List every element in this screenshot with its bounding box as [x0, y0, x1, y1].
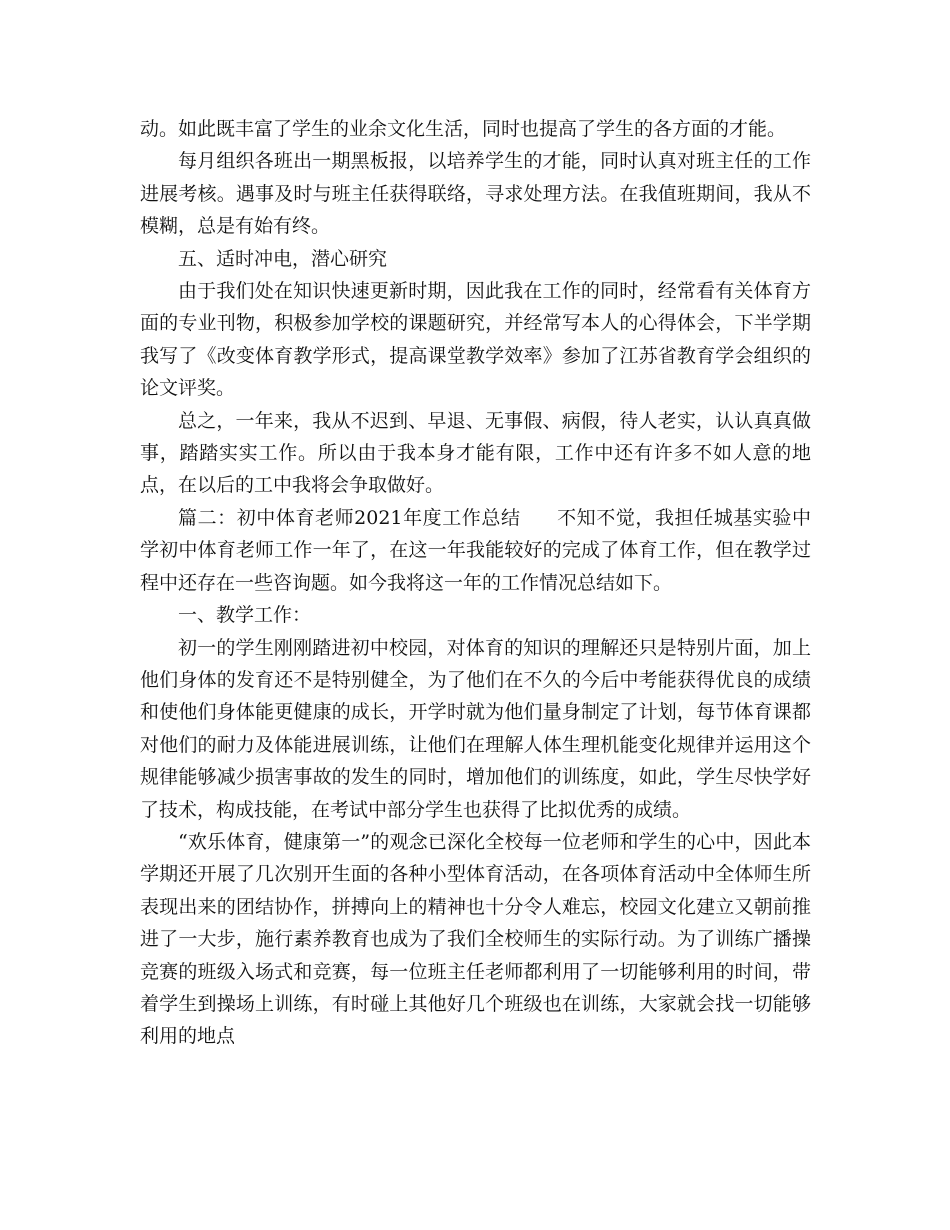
article-intro: 不知不觉，我担任城基实验中学初中体育老师工作一年了，在这一年我能较好的完成了体育工作，但在教学过程中还存在一些咨询题。如今我将这一年的工作情况总结如下。 [140, 506, 811, 594]
paragraph-8: 初一的学生刚刚踏进初中校园，对体育的知识的理解还只是特别片面，加上他们身体的发育还不是特别健全，为了他们在不久的今后中考能获得优良的成绩和使他们身体能更健康的成长，开学时就为他们量身制定了计划，每节体育课都对他们的耐力及体能进展训练，让他们在理解人体生理机能变化规律并运用这个规律能够减少损害事故的发生的同时，增加他们的训练度，如此，学生尽快学好了技术，构成技能，在考试中部分学生也获得了比拟优秀的成绩。 [140, 636, 811, 821]
article-title: 篇二：初中体育老师2021年度工作总结 [178, 506, 521, 529]
paragraph-9: “欢乐体育，健康第一”的观念已深化全校每一位老师和学生的心中，因此本学期还开展了几次别开生面的各种小型体育活动，在各项体育活动中全体师生所表现出来的团结协作，拼搏向上的精神也十分令人难忘，校园文化建立又朝前推进了一大步，施行素养教育也成为了我们全校师生的实际行动。为了训练广播操竞赛的班级入场式和竞赛，每一位班主任老师都利用了一切能够利用的时间，带着学生到操场上训练，有时碰上其他好几个班级也在训练，大家就会找一切能够利用的地点 [140, 830, 811, 1048]
paragraph-1: 动。如此既丰富了学生的业余文化生活，同时也提高了学生的各方面的才能。 [140, 118, 787, 140]
document-page [140, 113, 811, 1053]
paragraph-5: 总之，一年来，我从不迟到、早退、无事假、病假，待人老实，认认真真做事，踏踏实实工作。所以由于我本身才能有限，工作中还有许多不如人意的地点，在以后的工中我将会争取做好。 [140, 409, 811, 497]
section-heading-5: 五、适时冲电，潜心研究 [178, 247, 388, 270]
paragraph-2: 每月组织各班出一期黑板报，以培养学生的才能，同时认真对班主任的工作进展考核。遇事及时与班主任获得联络，寻求处理方法。在我值班期间，我从不模糊，总是有始有终。 [140, 150, 811, 238]
section-heading-1: 一、教学工作： [178, 604, 312, 627]
paragraph-6 [140, 502, 811, 599]
paragraph-4: 由于我们处在知识快速更新时期，因此我在工作的同时，经常看有关体育方面的专业刊物，积极参加学校的课题研究，并经常写本人的心得体会，下半学期我写了《改变体育教学形式，提高课堂教学效率》参加了江苏省教育学会组织的论文评奖。 [140, 280, 811, 400]
